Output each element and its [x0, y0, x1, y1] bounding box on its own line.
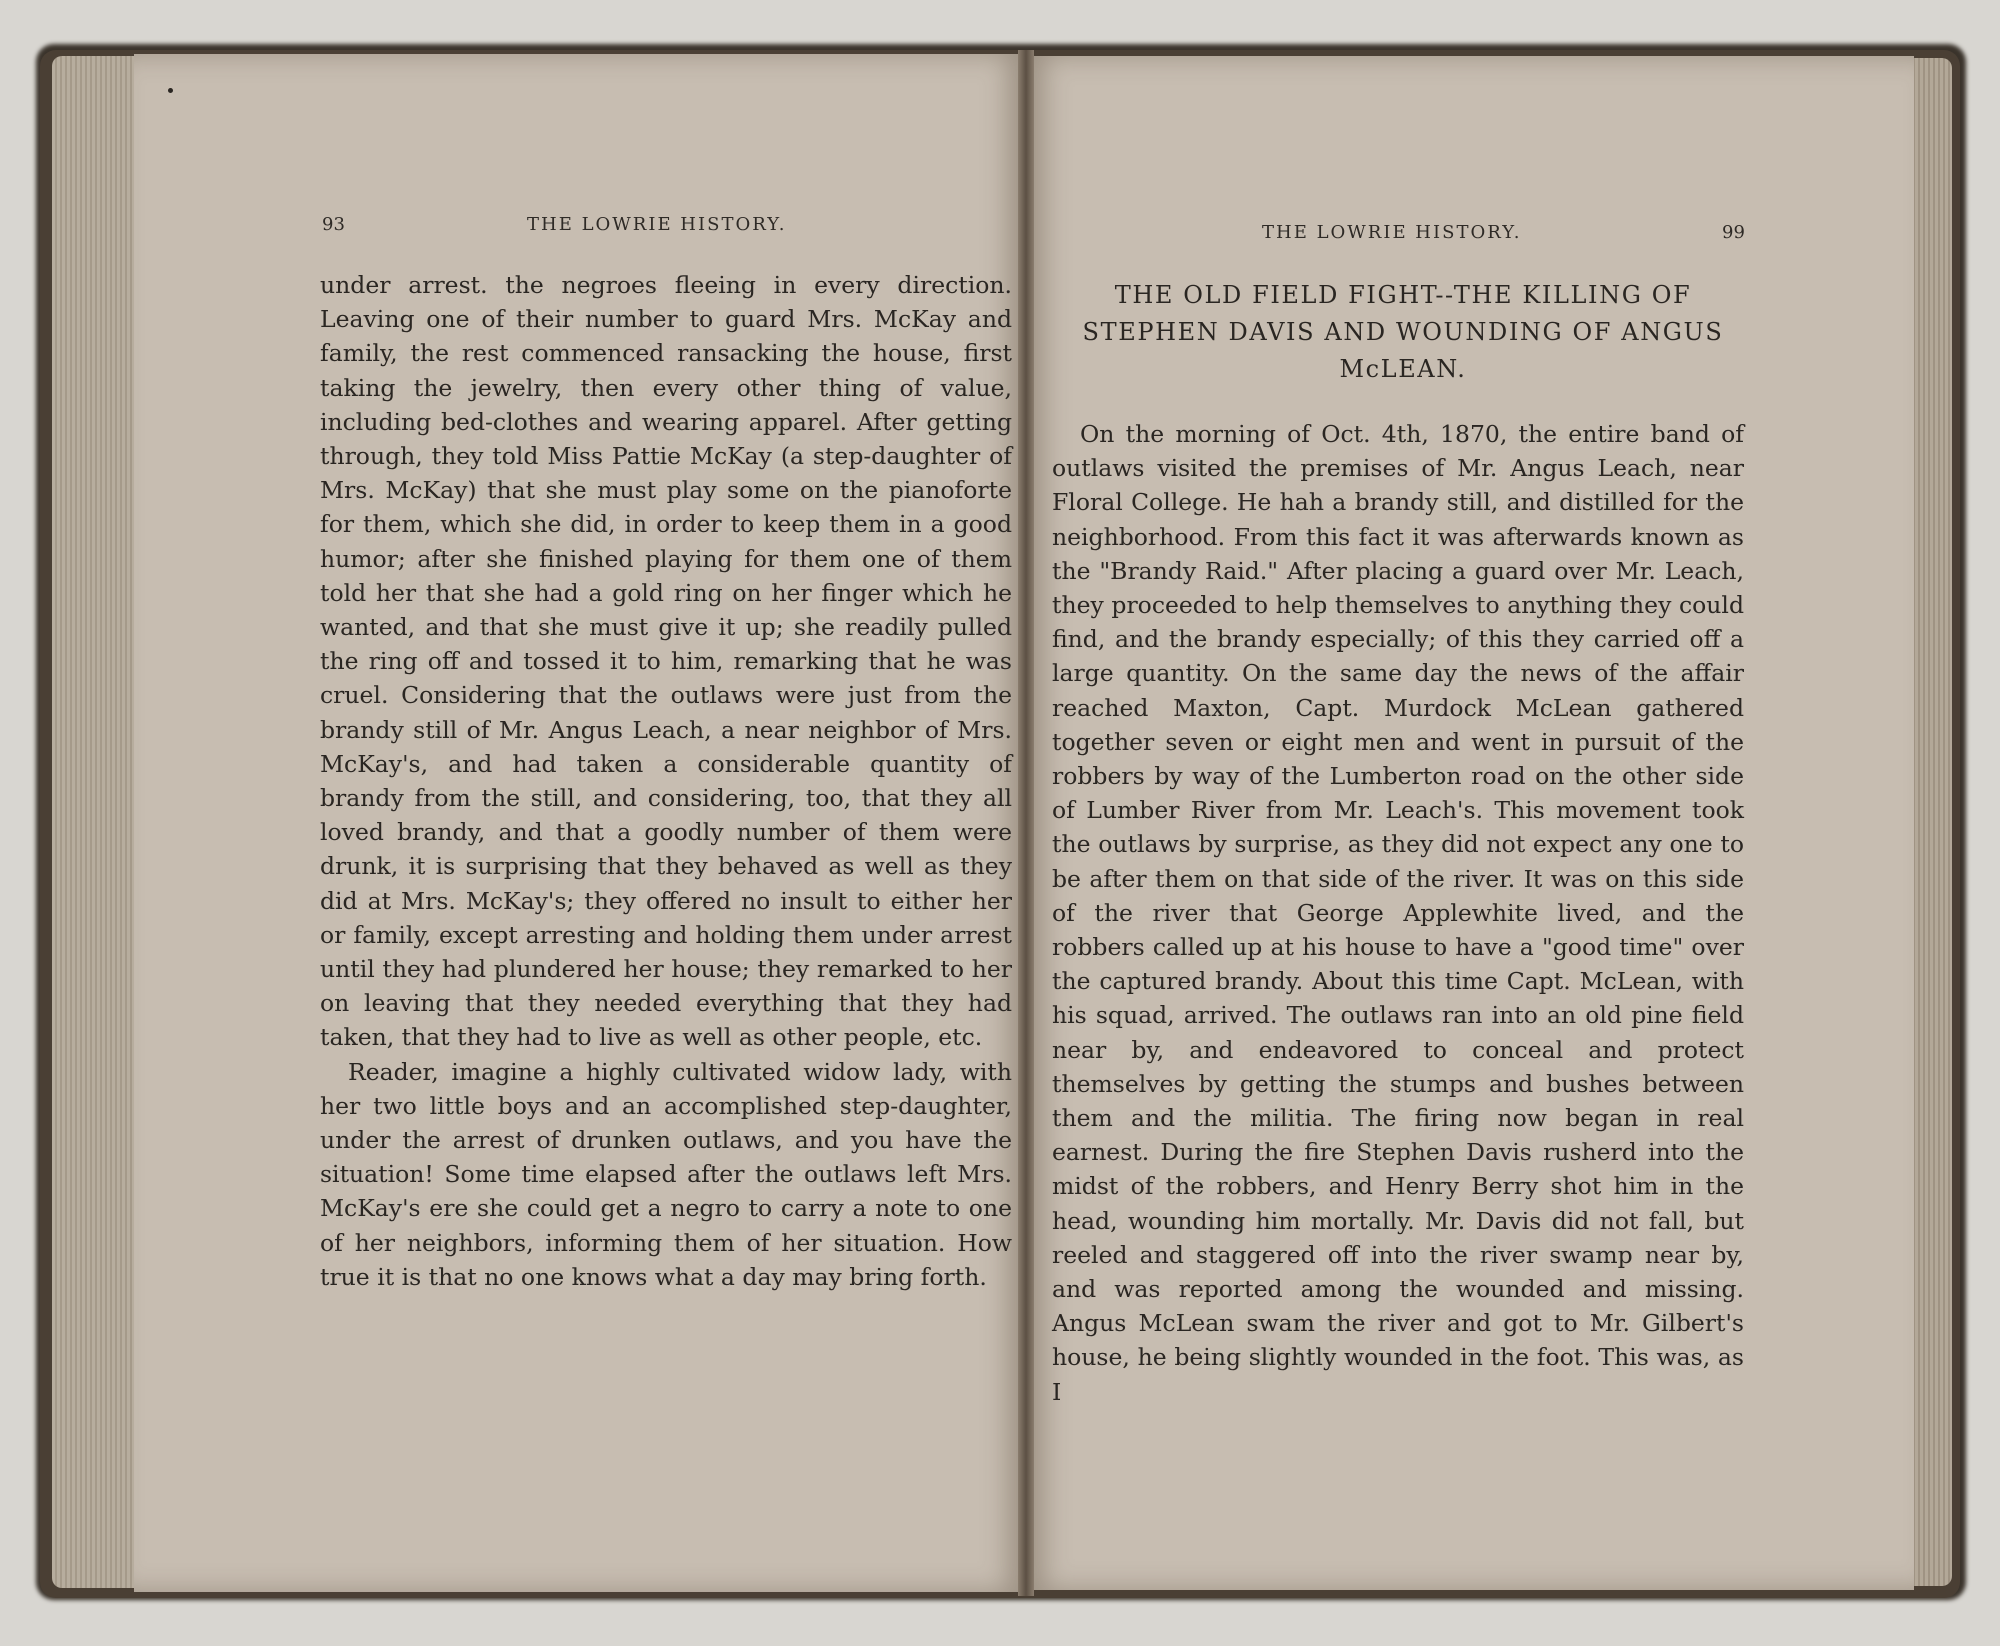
- ink-speck: [168, 88, 173, 93]
- left-page-body: [320, 268, 1012, 1294]
- right-running-head: THE LOWRIE HISTORY.: [1262, 222, 1522, 243]
- left-running-head: THE LOWRIE HISTORY.: [527, 214, 787, 235]
- left-paragraph-2: Reader, imagine a highly cultivated widow lady, with her two little boys and an accomplished step-daughter, under the arrest of drunken outlaws, and you have the situation! Some time elapsed after the outlaws left Mrs. McKay's ere she could get a negro to carry a note to one of her neighbors, informing them of her situation. How true it is that no one knows what a day may bring forth.: [320, 1057, 1012, 1291]
- right-paragraph-1: On the morning of Oct. 4th, 1870, the entire band of outlaws visited the premises of Mr. Angus Leach, near Floral College. He hah a brandy still, and distilled for the neighborhood. From this fact it was afterwards known as the "Brandy Raid." After placing a guard over Mr. Leach, they proceeded to help themselves to anything they could find, and the brandy especially; of this they carried off a large quantity. On the same day the news of the affair reached Maxton, Capt. Murdock McLean gathered together seven or eight men and went in pursuit of the robbers by way of the Lumberton road on the other side of Lumber River from Mr. Leach's. This movement took the outlaws by surprise, as they did not expect any one to be after them on that side of the river. It was on this side of the river that George Applewhite lived, and the robbers called up at his house to have a "good time" over the captured brandy. About this time Capt. McLean, with his squad, arrived. The outlaws ran into an old pine field near by, and endeavored to conceal and protect themselves by getting the stumps and bushes between them and the militia. The firing now began in real earnest. During the fire Stephen Davis rusherd into the midst of the robbers, and Henry Berry shot him in the head, wounding him mortally. Mr. Davis did not fall, but reeled and staggered off into the river swamp near by, and was reported among the wounded and missing. Angus McLean swam the river and got to Mr. Gilbert's house, he being slightly wounded in the foot. This was, as I: [1052, 420, 1744, 1406]
- right-page-body: [1052, 417, 1744, 1409]
- book-gutter: [1018, 50, 1034, 1596]
- right-page-number: 99: [1722, 222, 1745, 243]
- page-edges-left: [52, 56, 144, 1588]
- left-page-number: 93: [322, 214, 345, 235]
- left-paragraph-1: under arrest. the negroes fleeing in every direction. Leaving one of their number to guard Mrs. McKay and family, the rest commenced ransacking the house, first taking the jewelry, then every other thing of value, including bed-clothes and wearing apparel. After getting through, they told Miss Pattie McKay (a step-daughter of Mrs. McKay) that she must play some on the pianoforte for them, which she did, in order to keep them in a good humor; after she finished playing for them one of them told her that she had a gold ring on her finger which he wanted, and that she must give it up; she readily pulled the ring off and tossed it to him, remarking that he was cruel. Considering that the outlaws were just from the brandy still of Mr. Angus Leach, a near neighbor of Mrs. McKay's, and had taken a considerable quantity of brandy from the still, and considering, too, that they all loved brandy, and that a goodly number of them were drunk, it is surprising that they behaved as well as they did at Mrs. McKay's; they offered no insult to either her or family, except arresting and holding them under arrest until they had plundered her house; they remarked to her on leaving that they needed everything that they had taken, that they had to live as well as other people, etc.: [320, 271, 1012, 1052]
- chapter-heading: THE OLD FIELD FIGHT--THE KILLING OF STEPHEN DAVIS AND WOUNDING OF ANGUS McLEAN.: [1082, 281, 1724, 383]
